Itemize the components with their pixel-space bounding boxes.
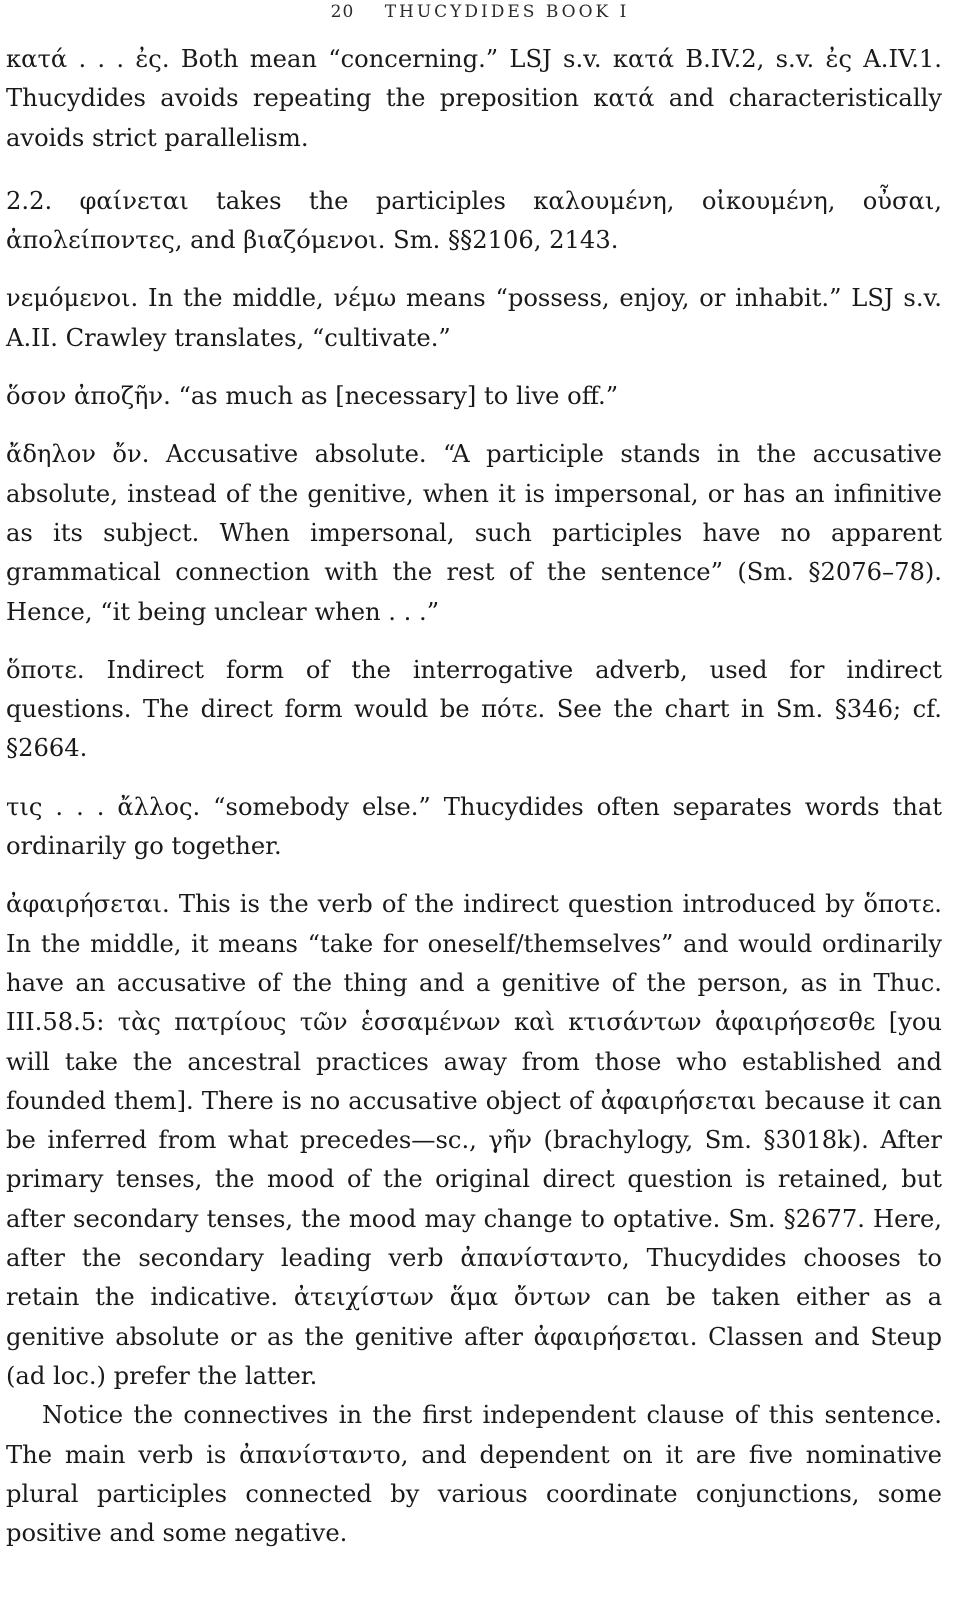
entry-kata-es — [6, 40, 942, 158]
running-head — [0, 2, 960, 22]
entry-text: In the middle, νέμω means “possess, enjoy, or inhabit.” LSJ s.v. A.II. Crawley translates, “cultivate.” — [6, 284, 942, 352]
entry-text: Both mean “concerning.” LSJ s.v. κατά B.IV.2, s.v. ἐς A.IV.1. Thucydides avoids repeating the preposition κατά and characteristically avoids strict parallelism. — [6, 45, 942, 152]
entry-lemma: τις . . . ἄλλος. — [6, 792, 201, 821]
page-number: 20 — [330, 2, 355, 22]
entry-lemma: ὅποτε. — [6, 655, 85, 684]
entry-lemma: ἄδηλον ὄν. — [6, 440, 150, 469]
commentary-body — [6, 40, 942, 1553]
entry-lemma: ἀφαιρήσεται. — [6, 890, 170, 919]
entry-text: “somebody else.” Thucydides often separates words that ordinarily go together. — [6, 792, 942, 861]
entry-tis-allos — [6, 788, 942, 867]
entry-text: Indirect form of the interrogative adverb, used for indirect questions. The direct form would be πότε. See the chart in Sm. §346; cf. §2664. — [6, 655, 942, 763]
entry-lemma: ὅσον ἀποζῆν. — [6, 382, 171, 411]
book-title: THUCYDIDES BOOK I — [384, 2, 630, 22]
entry-nemomenoi — [6, 279, 942, 358]
entry-text: “as much as [necessary] to live off.” — [170, 382, 619, 411]
entry-lemma: 2.2. φαίνεται — [6, 186, 189, 215]
entry-text: takes the participles καλουμένη, οἰκουμένη, οὖσαι, ἀπολείποντες, and βιαζόμενοι. Sm. §§2106, 2143. — [6, 186, 942, 255]
entry-lemma: νεμόμενοι. — [6, 284, 139, 313]
entry-aphairesetai — [6, 885, 942, 1396]
entry-hoson-apozen — [6, 377, 942, 416]
entry-phainetai — [6, 182, 942, 261]
closing-paragraph: Notice the connectives in the first independent clause of this sentence. The main verb is ἀπανίσταντο, and dependent on it are five nominative plural participles connected by various coordinate conjunctions, some positive and some negative. — [6, 1401, 942, 1548]
entry-lemma: κατά . . . ἐς. — [6, 45, 170, 73]
entry-adelon-on — [6, 435, 942, 631]
entry-text: Accusative absolute. “A participle stands in the accusative absolute, instead of the genitive, when it is impersonal, or has an infinitive as its subject. When impersonal, such participles have no apparent grammatical connection with the rest of the sentence” (Sm. §2076–78). Hence, “it being unclear when . . .” — [6, 440, 942, 626]
entry-text: This is the verb of the indirect question introduced by ὅποτε. In the middle, it means “take for oneself/themselves” and would ordinarily have an accusative of the thing and a genitive of the person, as in Thuc. III.58.5: τὰς πατρίους τῶν ἑσσαμένων καὶ κτισάντων ἀφαιρήσεσθε [you will take the ancestral practices away from those who established and founded them]. There is no accusative object of ἀφαιρήσεται because it can be inferred from what precedes—sc., γῆν (brachylogy, Sm. §3018k). After primary tenses, the mood of the original direct question is retained, but after secondary tenses, the mood may change to optative. Sm. §2677. Here, after the secondary leading verb ἀπανίσταντο, Thucydides chooses to retain the indicative. ἀτειχίστων ἅμα ὄντων can be taken either as a genitive absolute or as the genitive after ἀφαιρήσεται. Classen and Steup (ad loc.) prefer the latter. — [6, 890, 942, 1390]
entry-hopote — [6, 651, 942, 769]
